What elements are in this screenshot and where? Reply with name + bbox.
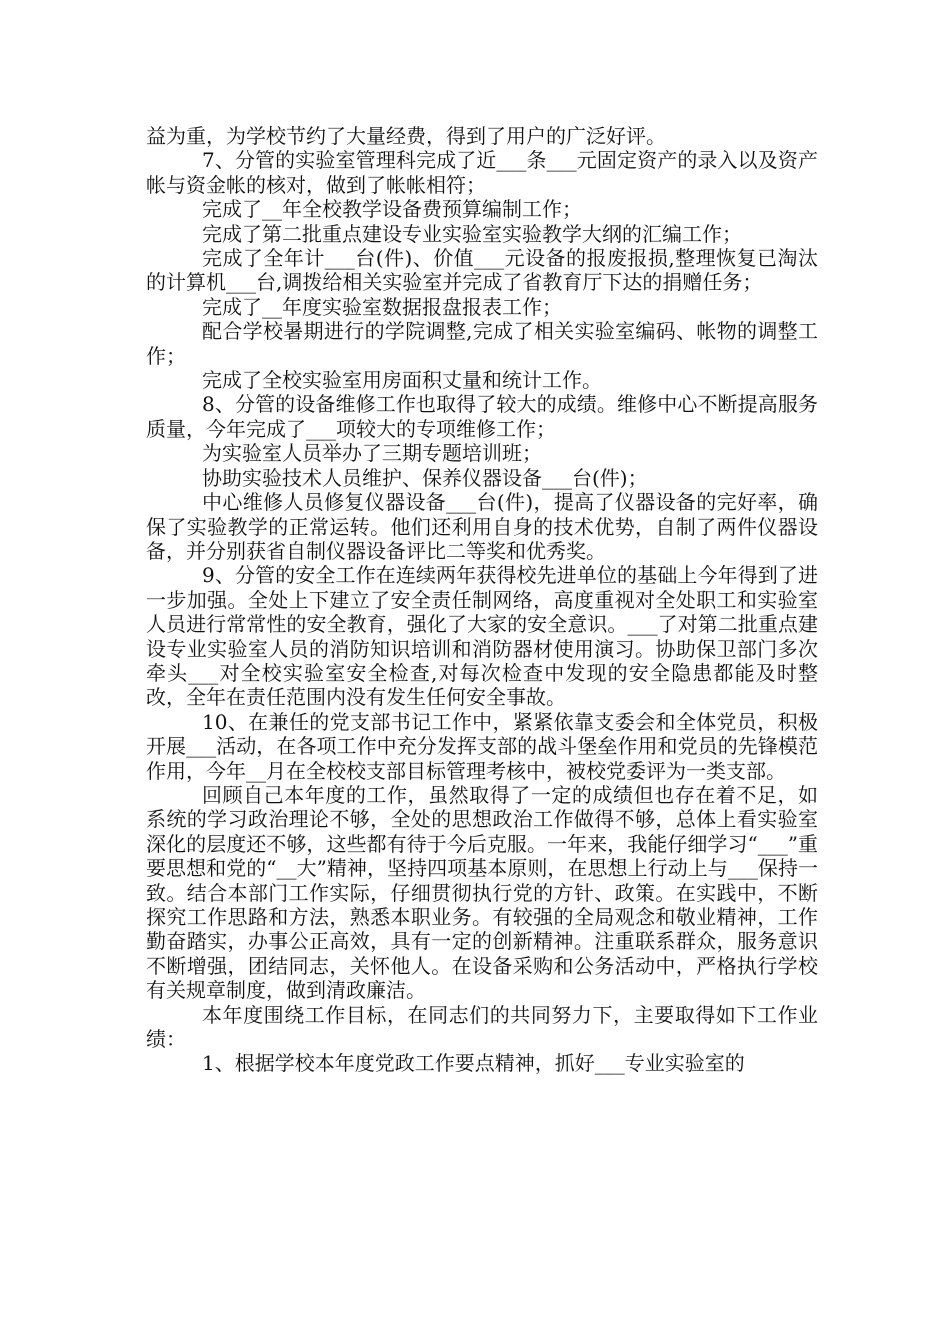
paragraph-17: 1、根据学校本年度党政工作要点精神，抓好___专业实验室的 [202,1051,745,1076]
paragraph-11: 协助实验技术人员维护、保养仪器设备___台(件)； [202,465,648,490]
paragraph-15: 回顾自己本年度的工作，虽然取得了一定的成绩但也存在着不足，如系统的学习政治理论不够，全处的思想政治工作做得不够，总体上看实验室深化的层度还不够，这些都有待于今后克服。一年来，我能仔细学习“___”重要思想和党的“__大”精神，坚持四项基本原则，在思想上行动上与___保持一致。结合本部门工作实际，仔细贯彻执行党的方针、政策。在实践中，不断探究工作思路和方法，熟悉本职业务。有较强的全局观念和敬业精神，工作勤奋踏实，办事公正高效，具有一定的创新精神。注重联系群众，服务意识不断增强，团结同志，关怀他人。在设备采购和公务活动中，严格执行学校有关规章制度，做到清政廉洁。 [146,782,818,1003]
paragraph-6: 完成了__年度实验室数据报盘报表工作； [202,294,562,319]
paragraph-2: 7、分管的实验室管理科完成了近___条___元固定资产的录入以及资产帐与资金帐的核对，做到了帐帐相符； [146,148,818,197]
document-body [146,124,818,1076]
paragraph-4: 完成了第二批重点建设专业实验室实验教学大纲的汇编工作； [202,221,742,246]
paragraph-8: 完成了全校实验室用房面积丈量和统计工作。 [202,368,602,393]
paragraph-7: 配合学校暑期进行的学院调整,完成了相关实验室编码、帐物的调整工作； [146,319,818,368]
paragraph-12: 中心维修人员修复仪器设备___台(件)，提高了仪器设备的完好率，确保了实验教学的正常运转。他们还利用自身的技术优势，自制了两件仪器设备，并分别获省自制仪器设备评比二等奖和优秀奖。 [146,490,818,563]
paragraph-3: 完成了__年全校教学设备费预算编制工作； [202,197,582,222]
paragraph-9: 8、分管的设备维修工作也取得了较大的成绩。维修中心不断提高服务质量，今年完成了___项较大的专项维修工作； [146,392,818,441]
paragraph-13: 9、分管的安全工作在连续两年获得校先进单位的基础上今年得到了进一步加强。全处上下建立了安全责任制网络，高度重视对全处职工和实验室人员进行常常性的安全教育，强化了大家的安全意识。___了对第二批重点建设专业实验室人员的消防知识培训和消防器材使用演习。协助保卫部门多次牵头___对全校实验室安全检查,对每次检查中发现的安全隐患都能及时整改，全年在责任范围内没有发生任何安全事故。 [146,563,818,710]
paragraph-1: 益为重，为学校节约了大量经费，得到了用户的广泛好评。 [146,124,666,148]
paragraph-5: 完成了全年计___台(件)、价值___元设备的报废报损,整理恢复已淘汰的计算机___台,调拨给相关实验室并完成了省教育厅下达的捐赠任务； [146,246,818,295]
paragraph-16: 本年度围绕工作目标，在同志们的共同努力下，主要取得如下工作业绩： [146,1002,818,1052]
paragraph-14: 10、在兼任的党支部书记工作中，紧紧依靠支委会和全体党员，积极开展___活动，在各项工作中充分发挥支部的战斗堡垒作用和党员的先锋模范作用，今年__月在全校校支部目标管理考核中，被校党委评为一类支部。 [146,709,818,783]
paragraph-10: 为实验室人员举办了三期专题培训班； [202,441,542,466]
